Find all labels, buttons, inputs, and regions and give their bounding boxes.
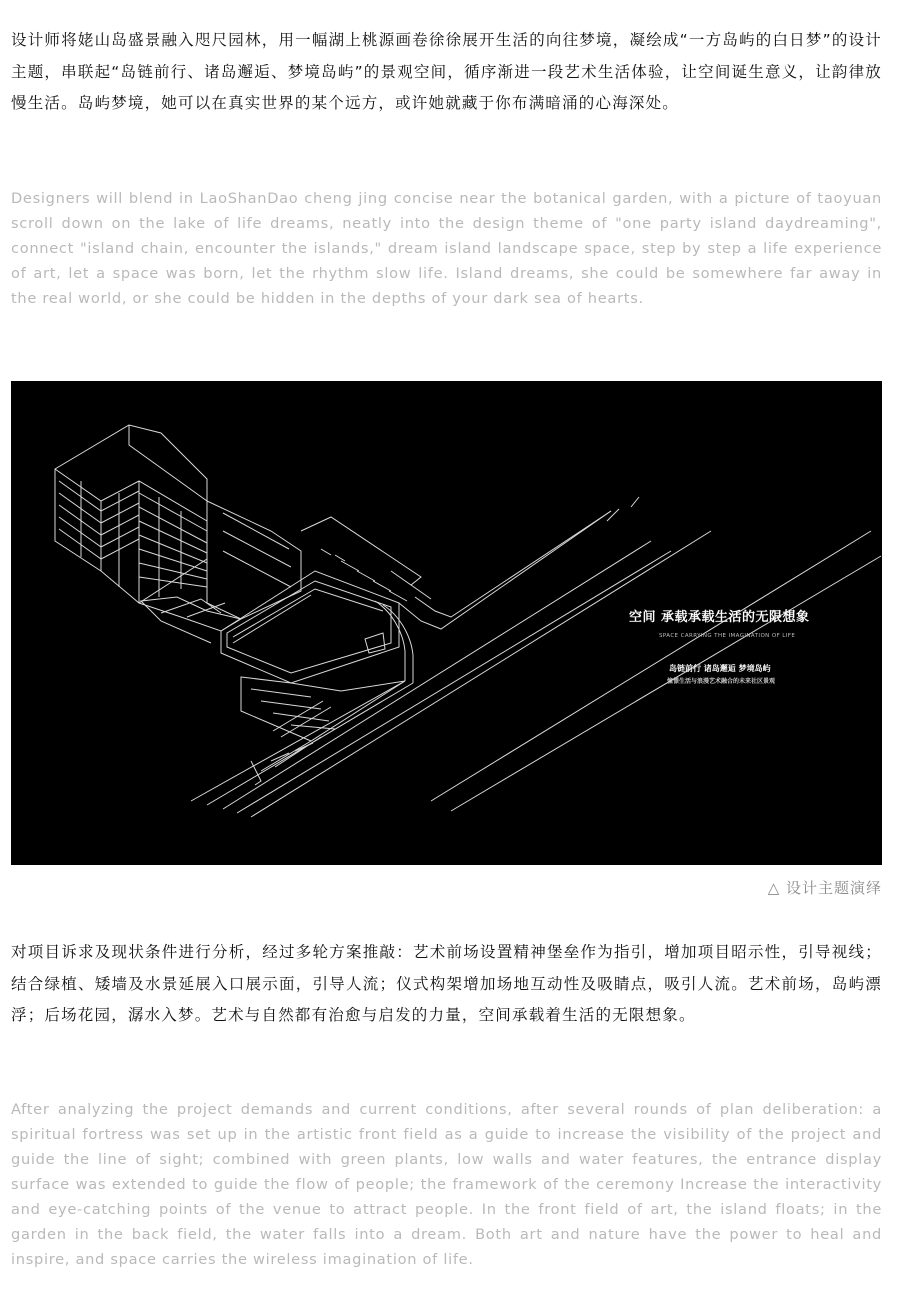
figure-caption: △ 设计主题演绎 [767, 879, 882, 897]
design-theme-figure [11, 381, 882, 865]
intro-paragraph-en: Designers will blend in LaoShanDao cheng jing concise near the botanical garden, with a picture of taoyuan scroll down on the lake of life dreams, neatly into the design theme of "one party island daydreaming", connect "island chain, encounter the islands," dream island landscape space, step by step a life experience of art, let a space was born, let the rhythm slow life. Island dreams, she could be somewhere far away in the real world, or she could be hidden in the depths of your dark sea of hearts. [11, 190, 882, 307]
analysis-paragraph-zh: 对项目诉求及现状条件进行分析，经过多轮方案推敲：艺术前场设置精神堡垒作为指引，增加项目昭示性，引导视线；结合绿植、矮墙及水景延展入口展示面，引导人流；仪式构架增加场地互动性及吸睛点，吸引人流。艺术前场，岛屿漂浮；后场花园，潺水入梦。艺术与自然都有治愈与启发的力量，空间承载着生活的无限想象。 [11, 943, 882, 1024]
axonometric-drawing [11, 381, 882, 865]
figure-title: 空间 承载承载生活的无限想象 [629, 610, 810, 625]
figure-tagline: 岛链前行 诸岛邂逅 梦境岛屿 [669, 664, 771, 673]
intro-paragraph-zh: 设计师将姥山岛盛景融入咫尺园林，用一幅湖上桃源画卷徐徐展开生活的向往梦境，凝绘成“一方岛屿的白日梦”的设计主题，串联起“岛链前行、诸岛邂逅、梦境岛屿”的景观空间，循序渐进一段艺术生活体验，让空间诞生意义，让韵律放慢生活。岛屿梦境，她可以在真实世界的某个远方，或许她就藏于你布满暗涌的心海深处。 [11, 31, 882, 112]
figure-subtitle: SPACE CARRYING THE IMAGINATION OF LIFE [659, 633, 796, 639]
analysis-paragraph-en: After analyzing the project demands and current conditions, after several rounds of plan deliberation: a spiritual fortress was set up in the artistic front field as a guide to increase the visibility of the project and guide the line of sight; combined with green plants, low walls and water features, the entrance display surface was extended to guide the flow of people; the framework of the ceremony Increase the interactivity and eye-catching points of the venue to attract people. In the front field of art, the island floats; in the garden in the back field, the water falls into a dream. Both art and nature have the power to heal and inspire, and space carries the wireless imagination of life. [11, 1101, 882, 1268]
figure-note: 憧憬生活与浪漫艺术融合的未来社区景观 [667, 678, 776, 685]
